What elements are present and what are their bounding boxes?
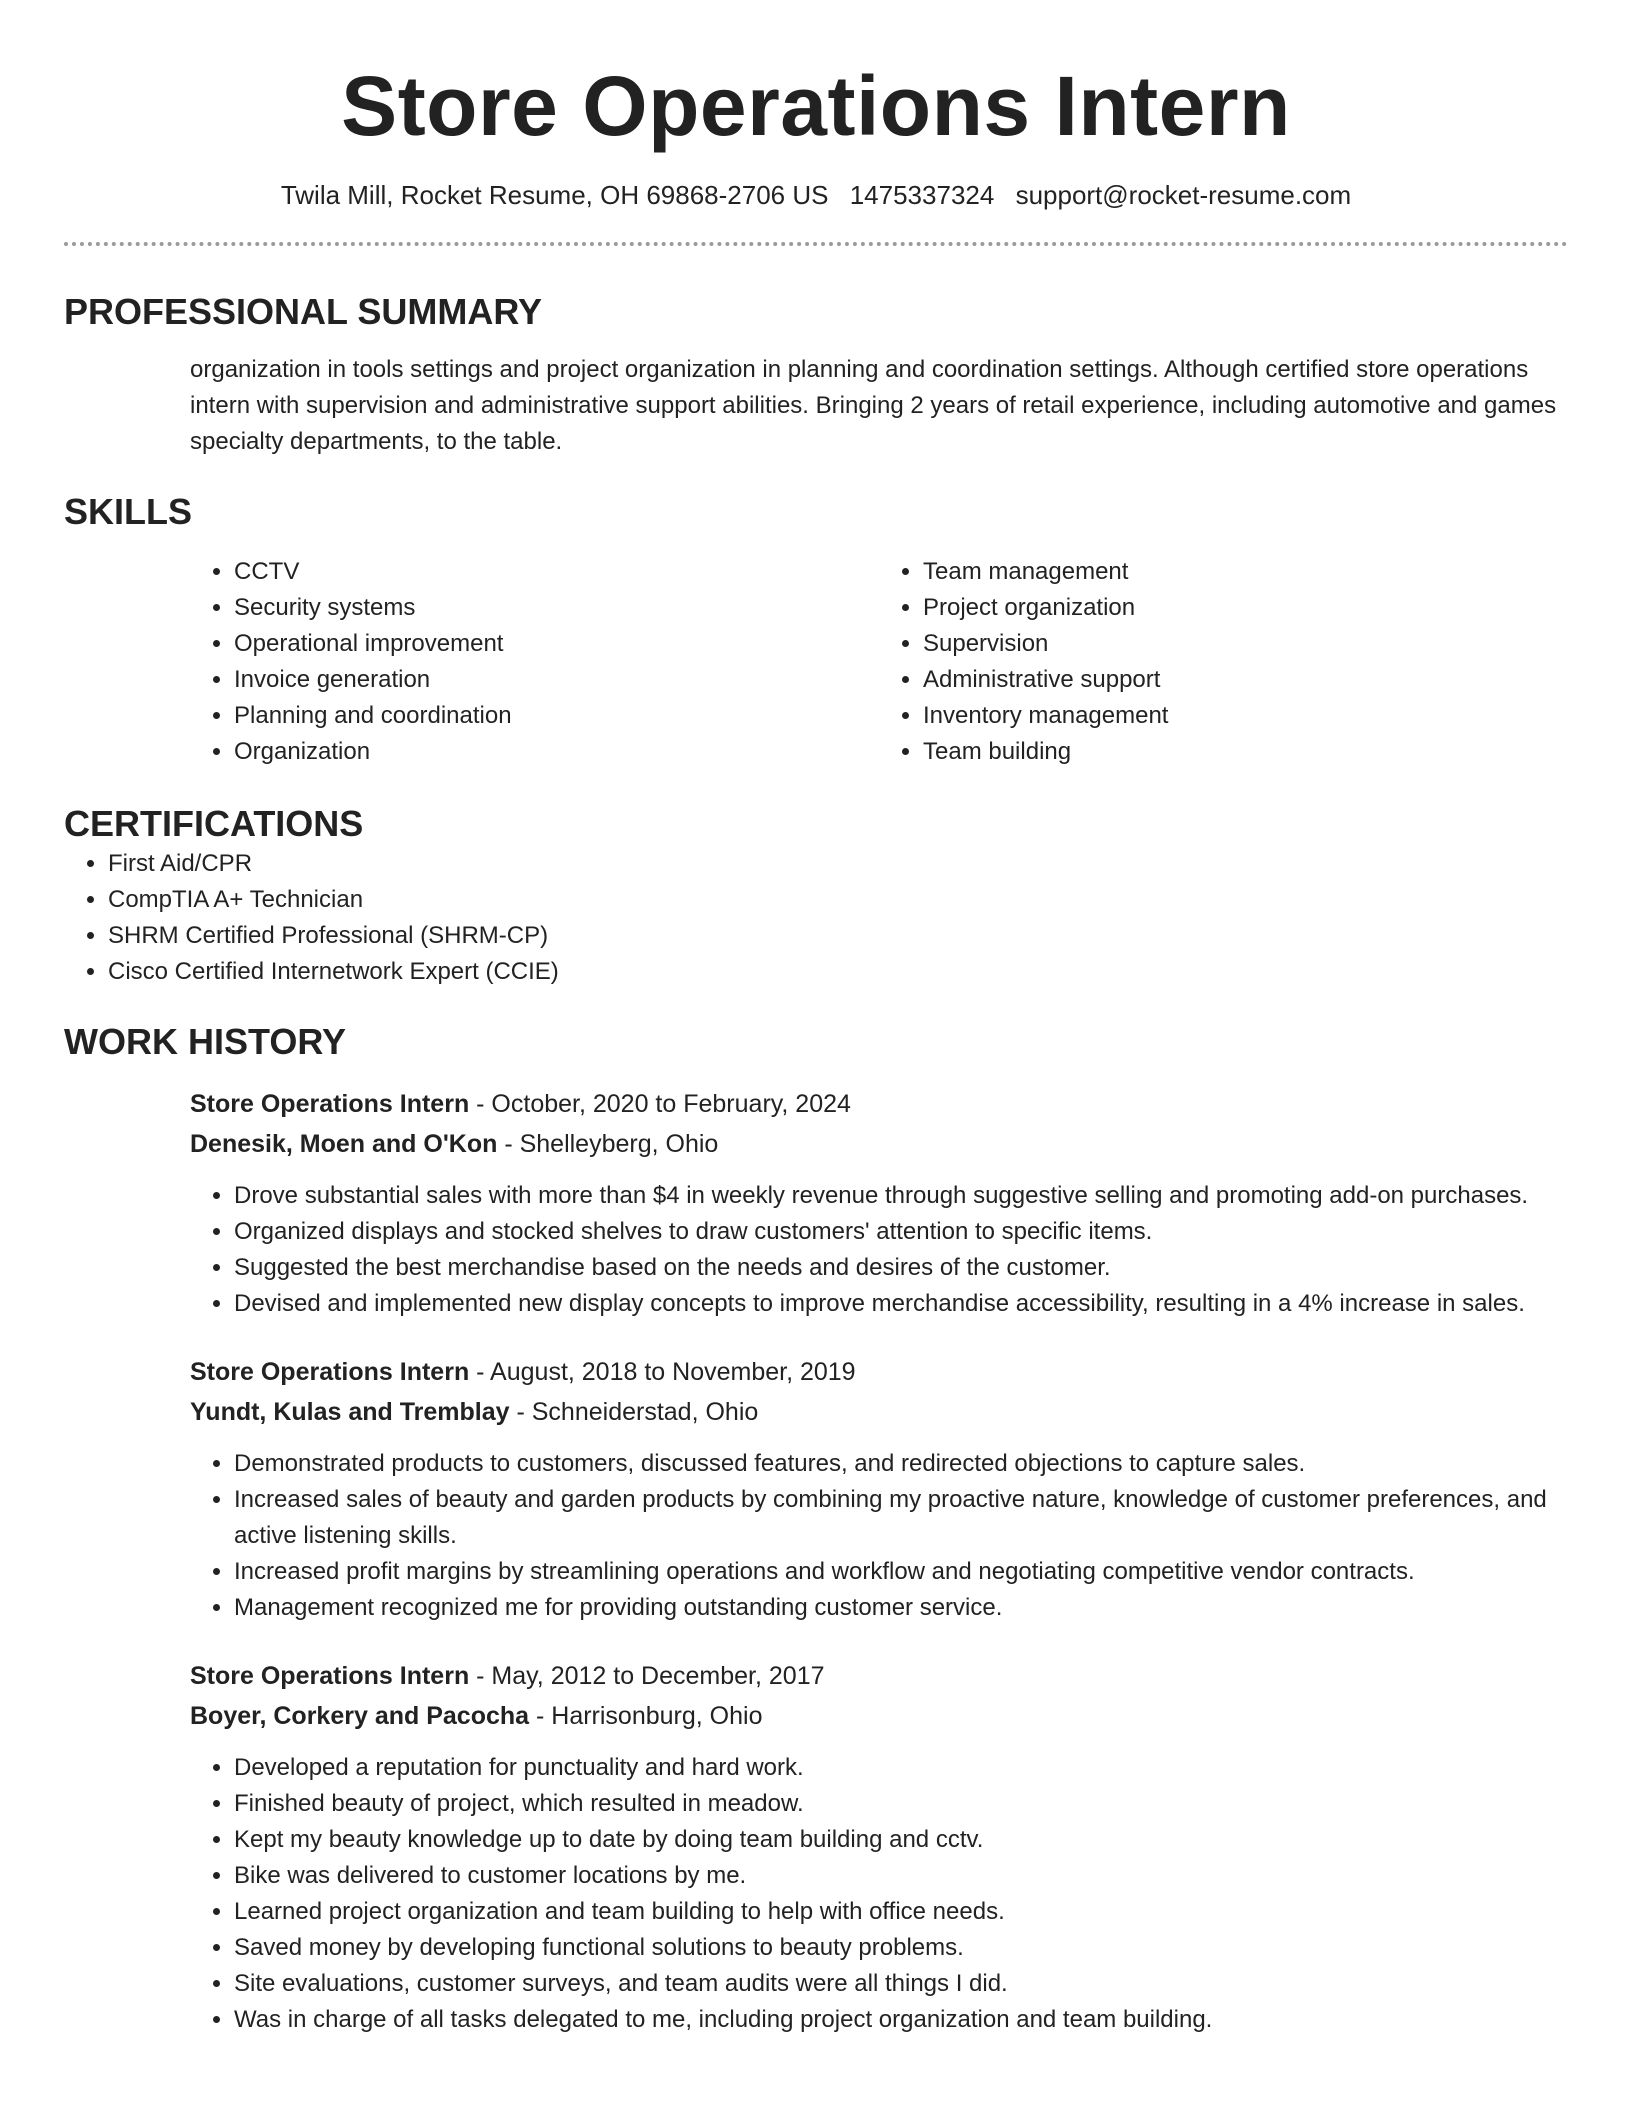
job-title-line <box>190 1084 1568 1124</box>
job-entry <box>190 1656 1568 2038</box>
job-bullet: • Developed a reputation for punctuality and hard work. <box>234 1750 1568 1786</box>
job-dates: - August, 2018 to November, 2019 <box>469 1358 856 1386</box>
job-location: - Schneiderstad, Ohio <box>509 1398 759 1426</box>
job-entry <box>190 1084 1568 1322</box>
job-title-line <box>190 1656 1568 1696</box>
job-company-line <box>190 1392 1568 1432</box>
skill-item: • Team building <box>923 734 1568 770</box>
job-bullets <box>190 1178 1568 1322</box>
section-title-work-history: WORK HISTORY <box>64 1021 347 1062</box>
job-role: Store Operations Intern <box>190 1358 470 1386</box>
section-title-skills: SKILLS <box>64 491 193 532</box>
job-location: - Harrisonburg, Ohio <box>529 1702 763 1730</box>
job-dates: - October, 2020 to February, 2024 <box>469 1090 851 1118</box>
job-bullet: • Saved money by developing functional solutions to beauty problems. <box>234 1930 1568 1966</box>
skill-item: • Security systems <box>234 590 879 626</box>
job-company: Boyer, Corkery and Pacocha <box>190 1702 530 1730</box>
job-company-line <box>190 1696 1568 1736</box>
job-bullets <box>190 1446 1568 1626</box>
job-location: - Shelleyberg, Ohio <box>497 1130 719 1158</box>
job-title-line <box>190 1352 1568 1392</box>
skills-column-left <box>190 554 879 770</box>
contact-address: Twila Mill, Rocket Resume, OH 69868-2706 US <box>280 180 829 210</box>
skills-column-right <box>879 554 1568 770</box>
skill-item: • Organization <box>234 734 879 770</box>
job-dates: - May, 2012 to December, 2017 <box>469 1662 825 1690</box>
skill-item: • Operational improvement <box>234 626 879 662</box>
job-bullet: • Was in charge of all tasks delegated to me, including project organization and team building. <box>234 2002 1568 2038</box>
contact-line <box>64 178 1568 212</box>
skill-item: • Invoice generation <box>234 662 879 698</box>
job-bullet: • Learned project organization and team building to help with office needs. <box>234 1894 1568 1930</box>
job-role: Store Operations Intern <box>190 1090 470 1118</box>
certification-item: • SHRM Certified Professional (SHRM-CP) <box>108 918 1568 954</box>
job-bullet: • Finished beauty of project, which resulted in meadow. <box>234 1786 1568 1822</box>
job-bullet: • Organized displays and stocked shelves to draw customers' attention to specific items. <box>234 1214 1568 1250</box>
job-role: Store Operations Intern <box>190 1662 470 1690</box>
job-bullet: • Site evaluations, customer surveys, and team audits were all things I did. <box>234 1966 1568 2002</box>
skill-item: • CCTV <box>234 554 879 590</box>
job-bullet: • Kept my beauty knowledge up to date by doing team building and cctv. <box>234 1822 1568 1858</box>
job-company: Yundt, Kulas and Tremblay <box>190 1398 510 1426</box>
certification-item: • First Aid/CPR <box>108 846 1568 882</box>
skill-item: • Planning and coordination <box>234 698 879 734</box>
header-divider <box>64 242 1568 246</box>
job-entry <box>190 1352 1568 1626</box>
job-bullet: • Devised and implemented new display concepts to improve merchandise accessibility, resulting in a 4% increase in sales. <box>234 1286 1568 1322</box>
certifications-list <box>64 846 1568 990</box>
certification-item: • CompTIA A+ Technician <box>108 882 1568 918</box>
job-bullet: • Bike was delivered to customer locations by me. <box>234 1858 1568 1894</box>
job-bullet: • Demonstrated products to customers, discussed features, and redirected objections to capture sales. <box>234 1446 1568 1482</box>
job-bullet: • Drove substantial sales with more than $4 in weekly revenue through suggestive selling and promoting add-on purchases. <box>234 1178 1568 1214</box>
contact-email[interactable]: support@rocket-resume.com <box>1015 180 1352 210</box>
section-title-summary: PROFESSIONAL SUMMARY <box>64 291 543 332</box>
summary-text: organization in tools settings and project organization in planning and coordination settings. Although certified store operations intern with supervision and administrative support abilities. Bringing 2 years of retail experience, including automotive and games specialty departments, to the table. <box>190 356 1557 455</box>
job-bullet: • Increased sales of beauty and garden products by combining my proactive nature, knowledge of customer preferences, and active listening skills. <box>234 1482 1568 1554</box>
skills-list <box>190 554 1568 770</box>
skill-item: • Inventory management <box>923 698 1568 734</box>
certification-item: • Cisco Certified Internetwork Expert (CCIE) <box>108 954 1568 990</box>
job-bullets <box>190 1750 1568 2038</box>
skill-item: • Project organization <box>923 590 1568 626</box>
skill-item: • Administrative support <box>923 662 1568 698</box>
job-bullet: • Increased profit margins by streamlining operations and workflow and negotiating competitive vendor contracts. <box>234 1554 1568 1590</box>
job-bullet: • Management recognized me for providing outstanding customer service. <box>234 1590 1568 1626</box>
section-title-certifications: CERTIFICATIONS <box>64 803 364 844</box>
job-company: Denesik, Moen and O'Kon <box>190 1130 498 1158</box>
job-company-line <box>190 1124 1568 1164</box>
skill-item: • Team management <box>923 554 1568 590</box>
skill-item: • Supervision <box>923 626 1568 662</box>
contact-phone: 1475337324 <box>849 180 995 210</box>
job-bullet: • Suggested the best merchandise based on the needs and desires of the customer. <box>234 1250 1568 1286</box>
candidate-name: Store Operations Intern <box>341 59 1291 153</box>
